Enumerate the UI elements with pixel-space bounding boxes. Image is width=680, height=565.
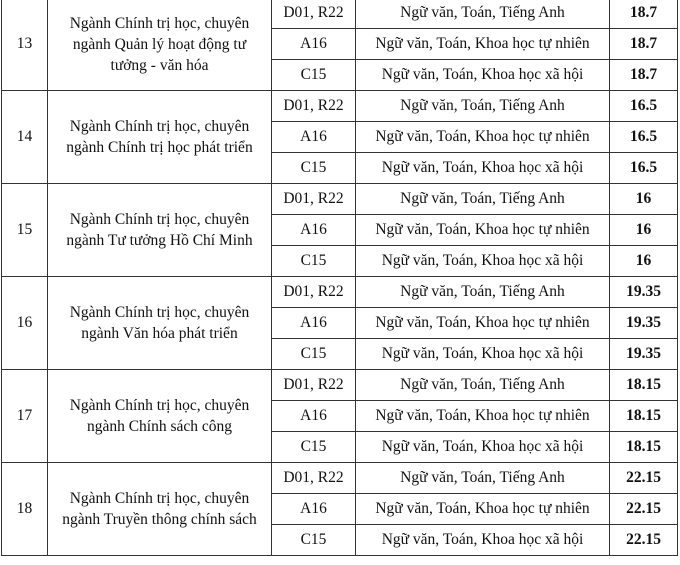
combo-code: A16 [272,494,356,525]
combo-subjects: Ngữ văn, Toán, Tiếng Anh [356,277,610,308]
combo-subjects: Ngữ văn, Toán, Khoa học tự nhiên [356,122,610,153]
major-name-line: ngành Tư tưởng Hồ Chí Minh [66,232,253,249]
combo-code: C15 [272,153,356,184]
major-name [48,277,272,370]
combo-subjects: Ngữ văn, Toán, Khoa học tự nhiên [356,29,610,60]
admission-score-table [1,0,678,556]
table-row [2,184,678,215]
combo-code: A16 [272,29,356,60]
row-number: 14 [2,91,48,184]
combo-code: A16 [272,215,356,246]
major-name-line: ngành Quản lý hoạt động tư [72,35,247,53]
major-name-line: Ngành Chính trị học, chuyên [69,304,250,321]
cutoff-score: 16 [610,246,678,277]
major-name-line: Ngành Chính trị học, chuyên [69,118,250,135]
cutoff-score: 22.15 [610,525,678,556]
combo-subjects: Ngữ văn, Toán, Khoa học tự nhiên [356,215,610,246]
cutoff-score: 16.5 [610,91,678,122]
combo-subjects: Ngữ văn, Toán, Tiếng Anh [356,370,610,401]
major-name-line: ngành Chính trị học phát triển [66,139,253,156]
combo-code: C15 [272,339,356,370]
combo-code: C15 [272,246,356,277]
cutoff-score: 16 [610,184,678,215]
combo-subjects: Ngữ văn, Toán, Khoa học xã hội [356,60,610,91]
combo-code: A16 [272,401,356,432]
combo-code: D01, R22 [272,463,356,494]
major-name-line: ngành Văn hóa phát triển [81,325,238,342]
combo-subjects: Ngữ văn, Toán, Tiếng Anh [356,184,610,215]
combo-subjects: Ngữ văn, Toán, Khoa học tự nhiên [356,494,610,525]
combo-subjects: Ngữ văn, Toán, Khoa học xã hội [356,153,610,184]
cutoff-score: 18.15 [610,370,678,401]
combo-subjects: Ngữ văn, Toán, Khoa học tự nhiên [356,308,610,339]
table-row [2,91,678,122]
major-name [48,463,272,556]
major-name-line: Ngành Chính trị học, chuyên [69,490,250,507]
combo-subjects: Ngữ văn, Toán, Khoa học xã hội [356,432,610,463]
combo-code: D01, R22 [272,0,356,29]
cutoff-score: 18.7 [610,0,678,29]
cutoff-score: 19.35 [610,277,678,308]
combo-subjects: Ngữ văn, Toán, Tiếng Anh [356,0,610,29]
combo-subjects: Ngữ văn, Toán, Khoa học xã hội [356,339,610,370]
row-number: 17 [2,370,48,463]
combo-code: C15 [272,432,356,463]
row-number: 16 [2,277,48,370]
combo-code: D01, R22 [272,184,356,215]
cutoff-score: 16.5 [610,122,678,153]
cutoff-score: 16 [610,215,678,246]
combo-code: D01, R22 [272,277,356,308]
cutoff-score: 22.15 [610,494,678,525]
cutoff-score: 18.15 [610,401,678,432]
major-name-line: tưởng - văn hóa [110,56,209,74]
major-name [48,0,272,91]
row-number: 15 [2,184,48,277]
combo-code: A16 [272,308,356,339]
cutoff-score: 18.7 [610,29,678,60]
combo-subjects: Ngữ văn, Toán, Khoa học xã hội [356,246,610,277]
table-row [2,0,678,29]
major-name-line: Ngành Chính trị học, chuyên [69,397,250,414]
major-name-line: Ngành Chính trị học, chuyên [69,14,250,32]
major-name [48,184,272,277]
major-name-line: ngành Chính sách công [86,418,233,435]
table-row [2,370,678,401]
combo-code: C15 [272,525,356,556]
cutoff-score: 19.35 [610,339,678,370]
major-name-line: ngành Truyền thông chính sách [62,511,257,528]
combo-code: C15 [272,60,356,91]
major-name [48,91,272,184]
cutoff-score: 18.15 [610,432,678,463]
combo-subjects: Ngữ văn, Toán, Khoa học tự nhiên [356,401,610,432]
combo-code: D01, R22 [272,91,356,122]
cutoff-score: 16.5 [610,153,678,184]
combo-code: A16 [272,122,356,153]
combo-code: D01, R22 [272,370,356,401]
table-row [2,277,678,308]
major-name [48,370,272,463]
cutoff-score: 19.35 [610,308,678,339]
cutoff-score: 22.15 [610,463,678,494]
major-name-line: Ngành Chính trị học, chuyên [69,211,250,228]
combo-subjects: Ngữ văn, Toán, Tiếng Anh [356,91,610,122]
combo-subjects: Ngữ văn, Toán, Khoa học xã hội [356,525,610,556]
table-row [2,463,678,494]
combo-subjects: Ngữ văn, Toán, Tiếng Anh [356,463,610,494]
cutoff-score: 18.7 [610,60,678,91]
row-number: 13 [2,0,48,91]
row-number: 18 [2,463,48,556]
